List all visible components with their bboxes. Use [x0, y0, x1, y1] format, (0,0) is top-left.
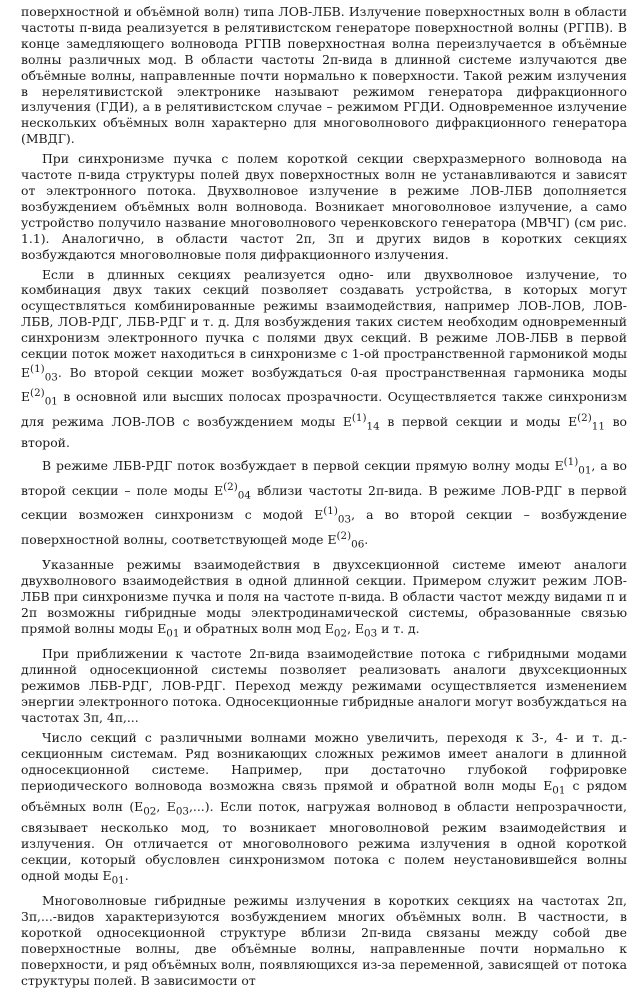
paragraph-text: в основной или высших полосах прозрачности. Осуществляется также синхронизм для режима ЛОВ-ЛОВ с возбуждением моды E — [21, 389, 627, 430]
subscript: 02 — [143, 805, 157, 818]
paragraph-text: вблизи частоты 2π-вида. В режиме ЛОВ-РДГ в первой секции возможен синхронизм с модой E — [21, 482, 628, 523]
paragraph-4 — [21, 455, 627, 553]
subscript: 06 — [351, 538, 365, 551]
paragraph-text: , E — [156, 798, 176, 814]
superscript: (2) — [577, 411, 592, 424]
subscript: 03 — [337, 513, 352, 526]
paragraph-text: и т. д. — [377, 620, 420, 636]
subscript: 04 — [237, 489, 251, 502]
subscript: 11 — [591, 420, 605, 433]
superscript: (2) — [223, 480, 238, 493]
paragraph-text: с рядом объёмных волн (E — [21, 777, 628, 814]
subscript: 01 — [44, 396, 58, 409]
paragraph-text: Число секций с различными волнами можно увеличить, переходя к 3-, 4- и т. д.-секционным системам. Ряд возникающих сложных режимов имеет аналоги в длинной односекционной системе. Например, при достаточно глубокой гофрировке периодического волновода возможна связь прямой и обратной волн моды E — [21, 729, 627, 793]
paragraph-text: ,...). Если поток, нагружая волновод в области непрозрачности, связывает несколько мод, то возникает многоволновой режим взаимодействия и излучения. Он отличается от многоволнового режима излучения в одной короткой секции, который обусловлен синхронизмом потока с полем неустановившейся волны одной моды E — [21, 798, 627, 884]
paragraph-text: Многоволновые гибридные режимы излучения в коротких секциях на частотах 2π, 3π,...-видов характеризуются возбуждением многих объёмных волн. В частности, в короткой односекционной структуре вблизи 2π-вида связаны между собой две поверхностные волны, две объёмные волны, направленные почти нормально к поверхности, и ряд объёмных волн, появляющихся из-за переменной, зависящей от потока структуры полей. В зависимости от — [21, 893, 627, 988]
paragraph-text: и обратных волн мод E — [179, 620, 334, 636]
paragraph-text: В режиме ЛБВ-РДГ поток возбуждает в первой секции прямую волну моды E — [42, 458, 564, 474]
subscript: 01 — [166, 627, 180, 640]
subscript: 03 — [364, 627, 378, 640]
paragraph-text: . Во второй секции может возбуждаться 0-ая пространственная гармоника моды E — [21, 365, 627, 405]
paragraph-text: Указанные режимы взаимодействия в двухсекционной системе имеют аналоги двухволнового взаимодействия в одной длинной секции. Примером служит режим ЛОВ-ЛБВ при синхронизме пучка и поля на частоте π-вида. В области частот между видами π и 2π возможны гибридные моды электродинамической системы, образованные связью прямой волны моды E — [21, 557, 627, 636]
subscript: 01 — [111, 874, 125, 887]
paragraph-text: При синхронизме пучка с полем короткой секции сверхразмерного волновода на частоте π-вида структуры полей двух поверхностных волн не устанавливаются и зависят от электронного потока. Двухволновое излучение в режиме ЛОВ-ЛБВ дополняется возбуждением объёмных волн волновода. Возникает многоволновое излучение, а само устройство получило название многоволнового черенковского генератора (МВЧГ) (см рис. 1.1). Аналогично, в области частот 2π, 3π и других видов в коротких секциях возбуждаются многоволновые поля дифракционного излучения. — [21, 151, 627, 262]
superscript: (1) — [323, 505, 338, 518]
paragraph-7 — [21, 730, 627, 890]
paragraph-2 — [21, 151, 627, 262]
subscript: 01 — [578, 464, 592, 477]
paragraph-8 — [21, 893, 627, 988]
paragraph-text: , E — [347, 620, 364, 636]
paragraph-3 — [21, 267, 627, 452]
paragraph-text: во второй. — [21, 414, 628, 451]
paragraph-text: , а во второй секции – возбуждение поверхностной волны, соответствующей моде E — [21, 507, 628, 547]
subscript: 03 — [44, 371, 58, 384]
paragraph-text: поверхностной и объёмной волн) типа ЛОВ-ЛБВ. Излучение поверхностных волн в области частоты π-вида реализуется в релятивистском генераторе поверхностной волны (РГПВ). В конце замедляющего волновода РГПВ поверхностная волна переизлучается в объёмные волны различных мод. В области частоты 2π-вида в длинной системе излучаются две объёмные волны, направленные почти нормально к поверхности. Такой режим излучения в нерелятивистской электронике называют режимом генератора дифракционного излучения (ГДИ), а в релятивистском случае – режимом РГДИ. Одновременное излучение нескольких объёмных волн характерно для многоволнового дифракционного генератора (МВДГ). — [21, 4, 627, 147]
paragraph-6 — [21, 646, 627, 726]
paragraph-1 — [21, 4, 627, 147]
paragraph-text: . — [364, 531, 369, 547]
paragraph-text: , а во второй секции – поле моды E — [21, 458, 628, 498]
superscript: (1) — [30, 362, 45, 375]
subscript: 02 — [333, 627, 348, 640]
paragraph-text: в первой секции и моды E — [379, 414, 578, 430]
superscript: (1) — [563, 456, 579, 469]
subscript: 03 — [175, 805, 189, 818]
paragraph-text: Если в длинных секциях реализуется одно- или двухволновое излучение, то комбинация двух таких секций позволяет создавать устройства, в которых могут осуществляться комбинированные режимы взаимодействия, например ЛОВ-ЛОВ, ЛОВ-ЛБВ, ЛОВ-РДГ, ЛБВ-РДГ и т. д. Для возбуждения таких систем необходим одновременный синхронизм электронного пучка с полями двух секций. В режиме ЛОВ-ЛБВ в первой секции поток может находиться в синхронизме с 1-ой пространственной гармоникой моды E — [21, 266, 627, 381]
superscript: (1) — [351, 411, 367, 424]
superscript: (2) — [30, 387, 45, 400]
paragraph-text: . — [124, 868, 129, 884]
paragraph-5 — [21, 557, 627, 642]
paragraph-text: При приближении к частоте 2π-вида взаимодействие потока с гибридными модами длинной односекционной системы позволяет реализовать аналоги двухсекционных режимов ЛБВ-РДГ, ЛОВ-РДГ. Переход между режимами осуществляется изменением энергии электронного потока. Односекционные гибридные аналоги могут возбуждаться на частотах 3π, 4π,... — [21, 646, 627, 725]
subscript: 14 — [366, 420, 380, 433]
subscript: 01 — [552, 784, 566, 797]
superscript: (2) — [336, 529, 352, 542]
